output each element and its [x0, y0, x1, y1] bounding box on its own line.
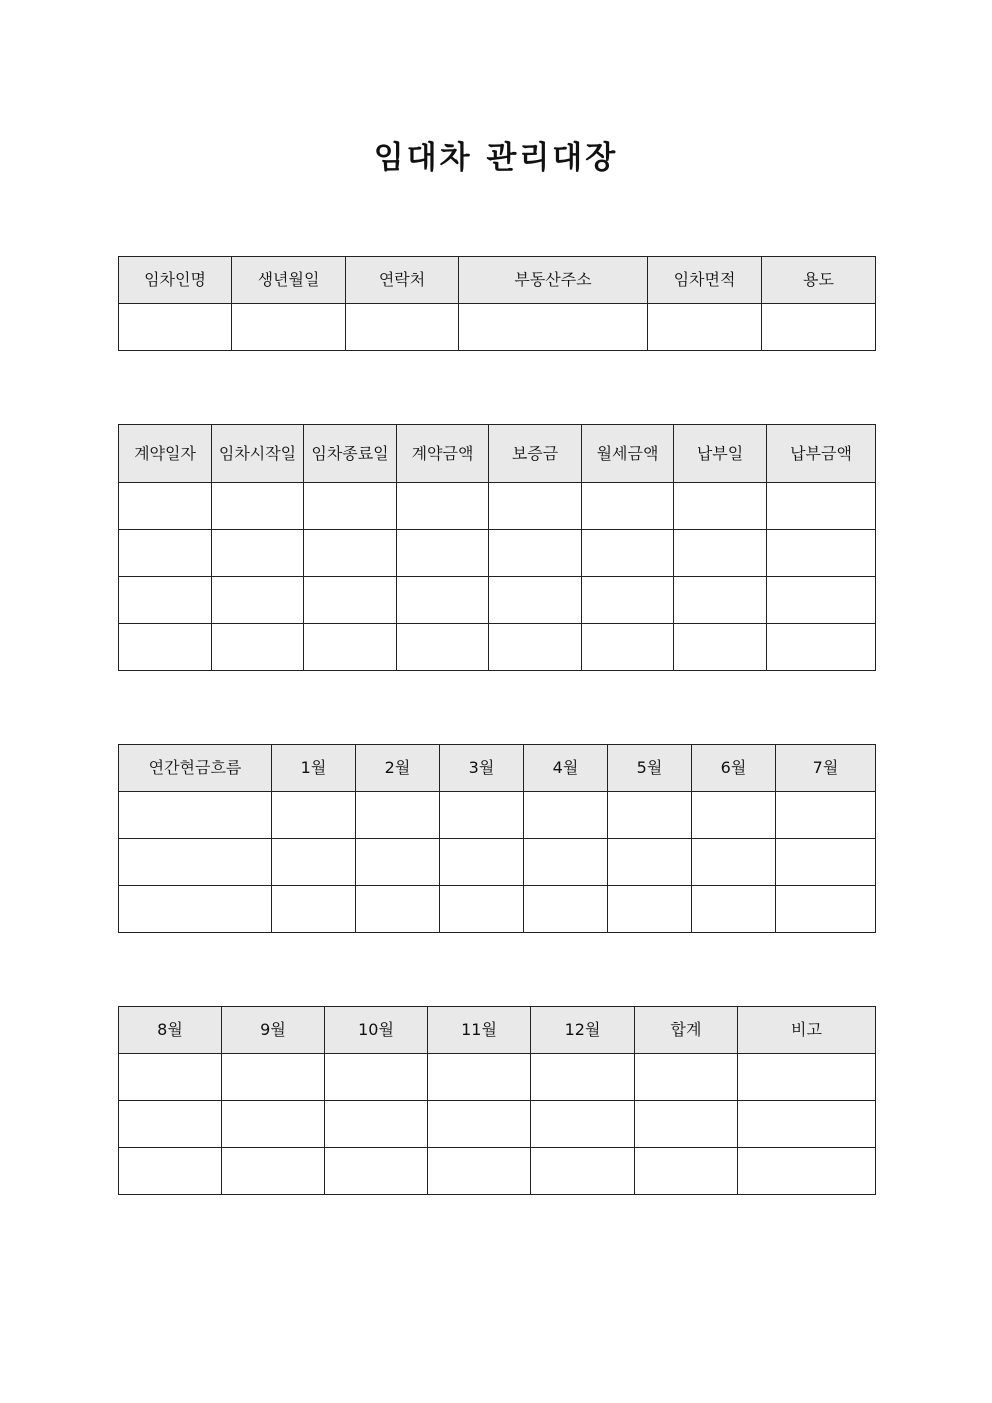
- table-cell[interactable]: [397, 577, 489, 624]
- table-cell[interactable]: [304, 577, 397, 624]
- table-cell[interactable]: [428, 1148, 531, 1195]
- table-row: [119, 530, 876, 577]
- header-month: 10월: [325, 1007, 428, 1054]
- header-lease-start-date: 임차시작일: [212, 425, 304, 483]
- header-deposit: 보증금: [489, 425, 582, 483]
- header-monthly-rent: 월세금액: [582, 425, 674, 483]
- table-cell[interactable]: [440, 792, 524, 839]
- table-cell[interactable]: [212, 624, 304, 671]
- table-cell[interactable]: [212, 483, 304, 530]
- tenant-info-table: [118, 256, 876, 351]
- page-title: 임대차 관리대장: [373, 140, 619, 176]
- header-month: 8월: [119, 1007, 222, 1054]
- table-row: [119, 839, 876, 886]
- table-row: [119, 792, 876, 839]
- header-month: 6월: [692, 745, 776, 792]
- table-cell[interactable]: [119, 792, 272, 839]
- table-cell[interactable]: [428, 1054, 531, 1101]
- table-cell[interactable]: [582, 577, 674, 624]
- table-cell[interactable]: [272, 839, 356, 886]
- table-row: [119, 886, 876, 933]
- table-cell[interactable]: [304, 624, 397, 671]
- table-cell[interactable]: [119, 304, 232, 351]
- header-birth-date: 생년월일: [232, 257, 346, 304]
- header-month: 3월: [440, 745, 524, 792]
- annual-cashflow-table-2: [118, 1006, 876, 1195]
- table-cell[interactable]: [272, 886, 356, 933]
- table-cell[interactable]: [325, 1148, 428, 1195]
- table-cell[interactable]: [674, 483, 767, 530]
- table-cell[interactable]: [531, 1148, 635, 1195]
- table-cell[interactable]: [119, 1148, 222, 1195]
- table-cell[interactable]: [489, 577, 582, 624]
- table-cell[interactable]: [119, 886, 272, 933]
- table-cell[interactable]: [692, 886, 776, 933]
- table-cell[interactable]: [776, 839, 876, 886]
- header-remarks: 비고: [738, 1007, 876, 1054]
- table-cell[interactable]: [428, 1101, 531, 1148]
- header-month: 12월: [531, 1007, 635, 1054]
- table-cell[interactable]: [232, 304, 346, 351]
- header-contract-amount: 계약금액: [397, 425, 489, 483]
- contract-info-table: [118, 424, 876, 671]
- table-cell[interactable]: [635, 1101, 738, 1148]
- table-cell[interactable]: [524, 839, 608, 886]
- table-cell[interactable]: [767, 624, 876, 671]
- header-annual-cashflow: 연간현금흐름: [119, 745, 272, 792]
- header-contact: 연락처: [346, 257, 459, 304]
- table-header-row: [119, 1007, 876, 1054]
- table-cell[interactable]: [582, 530, 674, 577]
- table-row: [119, 483, 876, 530]
- table-cell[interactable]: [531, 1054, 635, 1101]
- table-cell[interactable]: [325, 1101, 428, 1148]
- table-cell[interactable]: [762, 304, 876, 351]
- table-cell[interactable]: [212, 577, 304, 624]
- table-cell[interactable]: [635, 1148, 738, 1195]
- header-payment-amount: 납부금액: [767, 425, 876, 483]
- table-row: [119, 624, 876, 671]
- table-cell[interactable]: [356, 792, 440, 839]
- table-cell[interactable]: [582, 483, 674, 530]
- header-month: 5월: [608, 745, 692, 792]
- table-cell[interactable]: [325, 1054, 428, 1101]
- table-cell[interactable]: [674, 624, 767, 671]
- table-cell[interactable]: [524, 886, 608, 933]
- header-month: 1월: [272, 745, 356, 792]
- table-cell[interactable]: [776, 886, 876, 933]
- table-cell[interactable]: [397, 624, 489, 671]
- table-cell[interactable]: [489, 483, 582, 530]
- table-cell[interactable]: [272, 792, 356, 839]
- table-cell[interactable]: [635, 1054, 738, 1101]
- table-cell[interactable]: [738, 1148, 876, 1195]
- table-cell[interactable]: [692, 839, 776, 886]
- header-month: 11월: [428, 1007, 531, 1054]
- table-row: [119, 1054, 876, 1101]
- table-row: [119, 304, 876, 351]
- table-cell[interactable]: [459, 304, 648, 351]
- table-cell[interactable]: [608, 792, 692, 839]
- header-property-address: 부동산주소: [459, 257, 648, 304]
- table-cell[interactable]: [648, 304, 762, 351]
- table-row: [119, 577, 876, 624]
- table-row: [119, 1101, 876, 1148]
- table-cell[interactable]: [356, 886, 440, 933]
- table-cell[interactable]: [608, 839, 692, 886]
- table-cell[interactable]: [674, 577, 767, 624]
- header-month: 9월: [222, 1007, 325, 1054]
- table-cell[interactable]: [222, 1054, 325, 1101]
- table-header-row: [119, 257, 876, 304]
- table-cell[interactable]: [531, 1101, 635, 1148]
- table-cell[interactable]: [776, 792, 876, 839]
- table-cell[interactable]: [440, 886, 524, 933]
- table-cell[interactable]: [119, 530, 212, 577]
- table-cell[interactable]: [119, 839, 272, 886]
- table-header-row: [119, 745, 876, 792]
- table-cell[interactable]: [489, 530, 582, 577]
- header-usage: 용도: [762, 257, 876, 304]
- header-leased-area: 임차면적: [648, 257, 762, 304]
- header-total: 합계: [635, 1007, 738, 1054]
- table-cell[interactable]: [440, 839, 524, 886]
- table-cell[interactable]: [119, 577, 212, 624]
- table-cell[interactable]: [304, 483, 397, 530]
- table-cell[interactable]: [397, 530, 489, 577]
- table-cell[interactable]: [674, 530, 767, 577]
- table-cell[interactable]: [304, 530, 397, 577]
- annual-cashflow-table-1: [118, 744, 876, 933]
- table-cell[interactable]: [738, 1054, 876, 1101]
- table-cell[interactable]: [356, 839, 440, 886]
- table-cell[interactable]: [119, 1054, 222, 1101]
- header-payment-day: 납부일: [674, 425, 767, 483]
- header-month: 2월: [356, 745, 440, 792]
- table-cell[interactable]: [582, 624, 674, 671]
- table-cell[interactable]: [524, 792, 608, 839]
- table-cell[interactable]: [692, 792, 776, 839]
- table-cell[interactable]: [119, 624, 212, 671]
- table-header-row: [119, 425, 876, 483]
- table-cell[interactable]: [212, 530, 304, 577]
- header-month: 7월: [776, 745, 876, 792]
- table-cell[interactable]: [767, 577, 876, 624]
- header-contract-date: 계약일자: [119, 425, 212, 483]
- table-cell[interactable]: [397, 483, 489, 530]
- header-month: 4월: [524, 745, 608, 792]
- table-cell[interactable]: [767, 530, 876, 577]
- table-row: [119, 1148, 876, 1195]
- table-cell[interactable]: [489, 624, 582, 671]
- header-tenant-name: 임차인명: [119, 257, 232, 304]
- table-cell[interactable]: [119, 483, 212, 530]
- table-cell[interactable]: [767, 483, 876, 530]
- table-cell[interactable]: [738, 1101, 876, 1148]
- header-lease-end-date: 임차종료일: [304, 425, 397, 483]
- table-cell[interactable]: [346, 304, 459, 351]
- table-cell[interactable]: [608, 886, 692, 933]
- table-cell[interactable]: [222, 1101, 325, 1148]
- table-cell[interactable]: [119, 1101, 222, 1148]
- table-cell[interactable]: [222, 1148, 325, 1195]
